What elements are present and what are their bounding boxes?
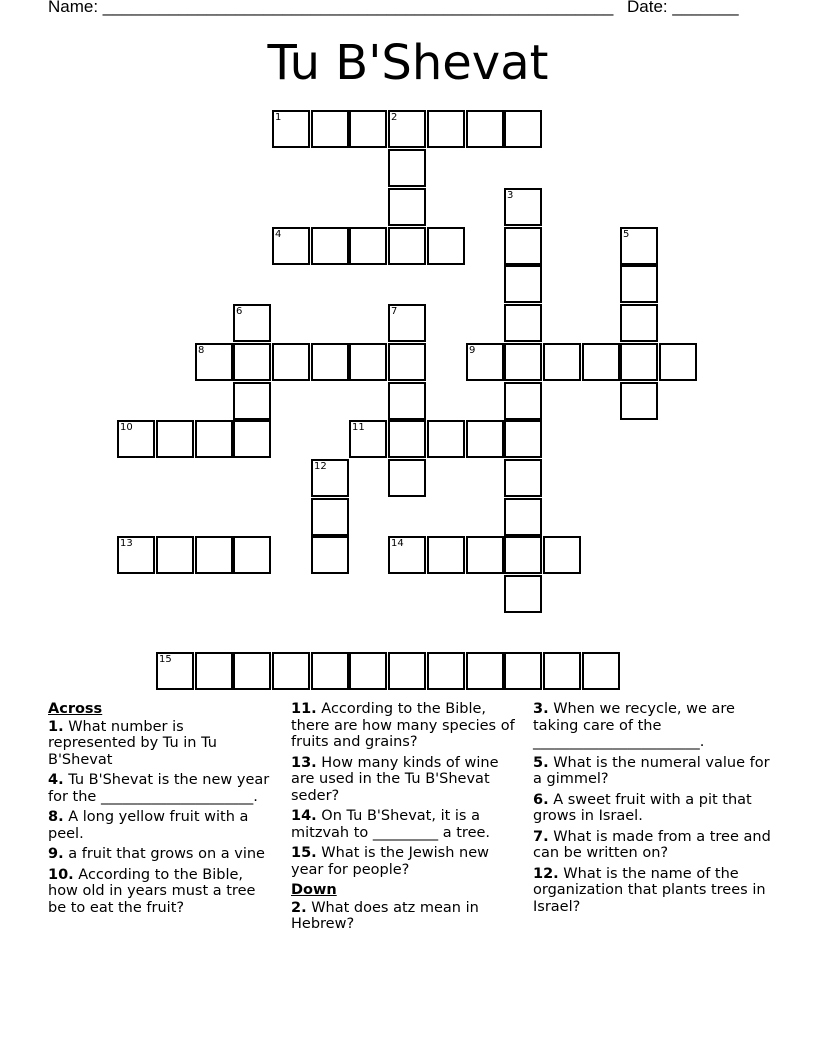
- name-field-label: Name: ______________________________________________________: [48, 0, 614, 16]
- grid-cell[interactable]: [388, 304, 426, 342]
- grid-cell[interactable]: [504, 536, 542, 574]
- grid-cell[interactable]: [388, 227, 426, 265]
- clue-across-11: [291, 701, 517, 751]
- clue-text: A sweet fruit with a pit that grows in Israel.: [533, 791, 752, 824]
- clues-column-3: [533, 701, 773, 919]
- clue-number: 13.: [291, 754, 317, 771]
- clue-number: 1.: [48, 718, 64, 735]
- clue-text: What is the name of the organization that plants trees in Israel?: [533, 865, 766, 915]
- grid-cell[interactable]: [504, 304, 542, 342]
- grid-cell[interactable]: [117, 536, 155, 574]
- clue-down-6: [533, 792, 773, 825]
- clue-text: On Tu B'Shevat, it is a mitzvah to _________ a tree.: [291, 808, 491, 841]
- grid-cell[interactable]: [272, 343, 310, 381]
- clue-across-14: [291, 808, 517, 841]
- grid-cell[interactable]: [504, 652, 542, 690]
- grid-cell[interactable]: [427, 536, 465, 574]
- grid-cell[interactable]: [388, 382, 426, 420]
- clue-number-label: 3: [507, 190, 514, 201]
- clue-number-label: 14: [391, 538, 404, 549]
- grid-cell[interactable]: [233, 343, 271, 381]
- clue-across-10: [48, 867, 274, 917]
- clue-number: 4.: [48, 772, 64, 788]
- clue-down-12: [533, 866, 773, 916]
- clue-number-label: 11: [352, 422, 365, 433]
- clue-across-1: [48, 719, 274, 769]
- grid-cell[interactable]: [233, 420, 271, 458]
- grid-cell[interactable]: [504, 420, 542, 458]
- clue-across-8: [48, 809, 274, 842]
- grid-cell[interactable]: [195, 536, 233, 574]
- clue-text: When we recycle, we are taking care of the _______________________.: [533, 701, 735, 750]
- clue-text: According to the Bible, how old in years must a tree be to eat the fruit?: [48, 866, 256, 916]
- grid-cell[interactable]: [504, 382, 542, 420]
- page-title: Tu B'Shevat: [267, 35, 549, 91]
- grid-cell[interactable]: [349, 652, 387, 690]
- grid-cell[interactable]: [427, 110, 465, 148]
- clue-down-5: [533, 755, 773, 788]
- clue-number: 5.: [533, 754, 549, 771]
- grid-cell[interactable]: [582, 343, 620, 381]
- grid-cell[interactable]: [466, 110, 504, 148]
- grid-cell[interactable]: [117, 420, 155, 458]
- clue-number: 10.: [48, 866, 74, 883]
- grid-cell[interactable]: [311, 498, 349, 536]
- grid-cell[interactable]: [233, 304, 271, 342]
- clue-down-3: [533, 701, 773, 751]
- grid-cell[interactable]: [504, 188, 542, 226]
- clue-across-4: [48, 772, 274, 805]
- clue-number: 8.: [48, 809, 64, 825]
- grid-cell[interactable]: [311, 343, 349, 381]
- grid-cell[interactable]: [504, 343, 542, 381]
- grid-cell[interactable]: [349, 227, 387, 265]
- grid-cell[interactable]: [388, 149, 426, 187]
- clue-number: 14.: [291, 808, 317, 824]
- clue-number-label: 9: [469, 345, 476, 356]
- grid-cell[interactable]: [272, 652, 310, 690]
- across-heading: Across: [48, 701, 103, 717]
- grid-cell[interactable]: [195, 652, 233, 690]
- grid-cell[interactable]: [582, 652, 620, 690]
- grid-cell[interactable]: [620, 304, 658, 342]
- clue-number-label: 4: [275, 229, 282, 240]
- grid-cell[interactable]: [466, 652, 504, 690]
- grid-cell[interactable]: [349, 420, 387, 458]
- clue-text: Tu B'Shevat is the new year for the _____________________.: [48, 772, 270, 805]
- clue-text: a fruit that grows on a vine: [68, 846, 265, 862]
- clue-number: 7.: [533, 828, 549, 845]
- clue-down-2: [291, 900, 517, 933]
- clue-text: What is the Jewish new year for people?: [291, 845, 490, 878]
- clue-text: What does atz mean in Hebrew?: [291, 899, 479, 932]
- clue-down-7: [533, 829, 773, 862]
- grid-cell[interactable]: [466, 536, 504, 574]
- grid-cell[interactable]: [195, 343, 233, 381]
- grid-cell[interactable]: [311, 536, 349, 574]
- grid-cell[interactable]: [466, 343, 504, 381]
- grid-cell[interactable]: [543, 343, 581, 381]
- clue-number: 6.: [533, 791, 549, 808]
- grid-cell[interactable]: [311, 652, 349, 690]
- clue-across-13: [291, 755, 517, 805]
- grid-cell[interactable]: [504, 265, 542, 303]
- grid-cell[interactable]: [388, 188, 426, 226]
- clue-number-label: 12: [314, 461, 327, 472]
- grid-cell[interactable]: [272, 227, 310, 265]
- grid-cell[interactable]: [388, 343, 426, 381]
- date-field-label: Date: _______: [627, 0, 739, 16]
- clue-number: 12.: [533, 865, 559, 882]
- clue-across-15: [291, 845, 517, 878]
- grid-cell[interactable]: [388, 110, 426, 148]
- grid-cell[interactable]: [504, 498, 542, 536]
- grid-cell[interactable]: [427, 420, 465, 458]
- grid-cell[interactable]: [427, 227, 465, 265]
- grid-cell[interactable]: [388, 652, 426, 690]
- clue-number-label: 7: [391, 306, 398, 317]
- clue-text: What number is represented by Tu in Tu B'Shevat: [48, 718, 217, 768]
- clues-column-1: [48, 701, 274, 920]
- grid-cell[interactable]: [504, 227, 542, 265]
- grid-cell[interactable]: [156, 652, 194, 690]
- clue-number-label: 6: [236, 306, 243, 317]
- grid-cell[interactable]: [156, 536, 194, 574]
- grid-cell[interactable]: [311, 459, 349, 497]
- grid-cell[interactable]: [543, 536, 581, 574]
- grid-cell[interactable]: [233, 652, 271, 690]
- clue-text: According to the Bible, there are how many species of fruits and grains?: [291, 701, 515, 750]
- clue-number-label: 1: [275, 112, 282, 123]
- clue-number-label: 2: [391, 112, 398, 123]
- grid-cell[interactable]: [504, 459, 542, 497]
- clue-across-9: [48, 846, 274, 863]
- clue-number: 2.: [291, 899, 307, 916]
- clue-number-label: 5: [623, 229, 630, 240]
- grid-cell[interactable]: [349, 343, 387, 381]
- grid-cell[interactable]: [388, 420, 426, 458]
- grid-cell[interactable]: [156, 420, 194, 458]
- grid-cell[interactable]: [659, 343, 697, 381]
- grid-cell[interactable]: [311, 110, 349, 148]
- clue-text: A long yellow fruit with a peel.: [48, 809, 249, 842]
- grid-cell[interactable]: [466, 420, 504, 458]
- clue-number-label: 13: [120, 538, 133, 549]
- grid-cell[interactable]: [620, 265, 658, 303]
- clue-number: 11.: [291, 701, 317, 717]
- grid-cell[interactable]: [427, 652, 465, 690]
- clue-number-label: 10: [120, 422, 133, 433]
- grid-cell[interactable]: [388, 536, 426, 574]
- down-heading: Down: [291, 882, 337, 898]
- clues-column-2: [291, 701, 517, 937]
- clue-text: What is made from a tree and can be written on?: [533, 828, 771, 861]
- grid-cell[interactable]: [349, 110, 387, 148]
- clue-number: 15.: [291, 845, 317, 861]
- grid-cell[interactable]: [388, 459, 426, 497]
- clue-number: 3.: [533, 701, 549, 717]
- clue-number-label: 8: [198, 345, 205, 356]
- clue-number: 9.: [48, 846, 64, 862]
- grid-cell[interactable]: [504, 575, 542, 613]
- clue-text: How many kinds of wine are used in the Tu B'Shevat seder?: [291, 754, 499, 804]
- grid-cell[interactable]: [504, 110, 542, 148]
- grid-cell[interactable]: [620, 382, 658, 420]
- clue-number-label: 15: [159, 654, 172, 665]
- grid-cell[interactable]: [195, 420, 233, 458]
- grid-cell[interactable]: [620, 343, 658, 381]
- grid-cell[interactable]: [543, 652, 581, 690]
- clue-text: What is the numeral value for a gimmel?: [533, 754, 770, 787]
- grid-cell[interactable]: [272, 110, 310, 148]
- grid-cell[interactable]: [233, 382, 271, 420]
- grid-cell[interactable]: [233, 536, 271, 574]
- grid-cell[interactable]: [311, 227, 349, 265]
- grid-cell[interactable]: [620, 227, 658, 265]
